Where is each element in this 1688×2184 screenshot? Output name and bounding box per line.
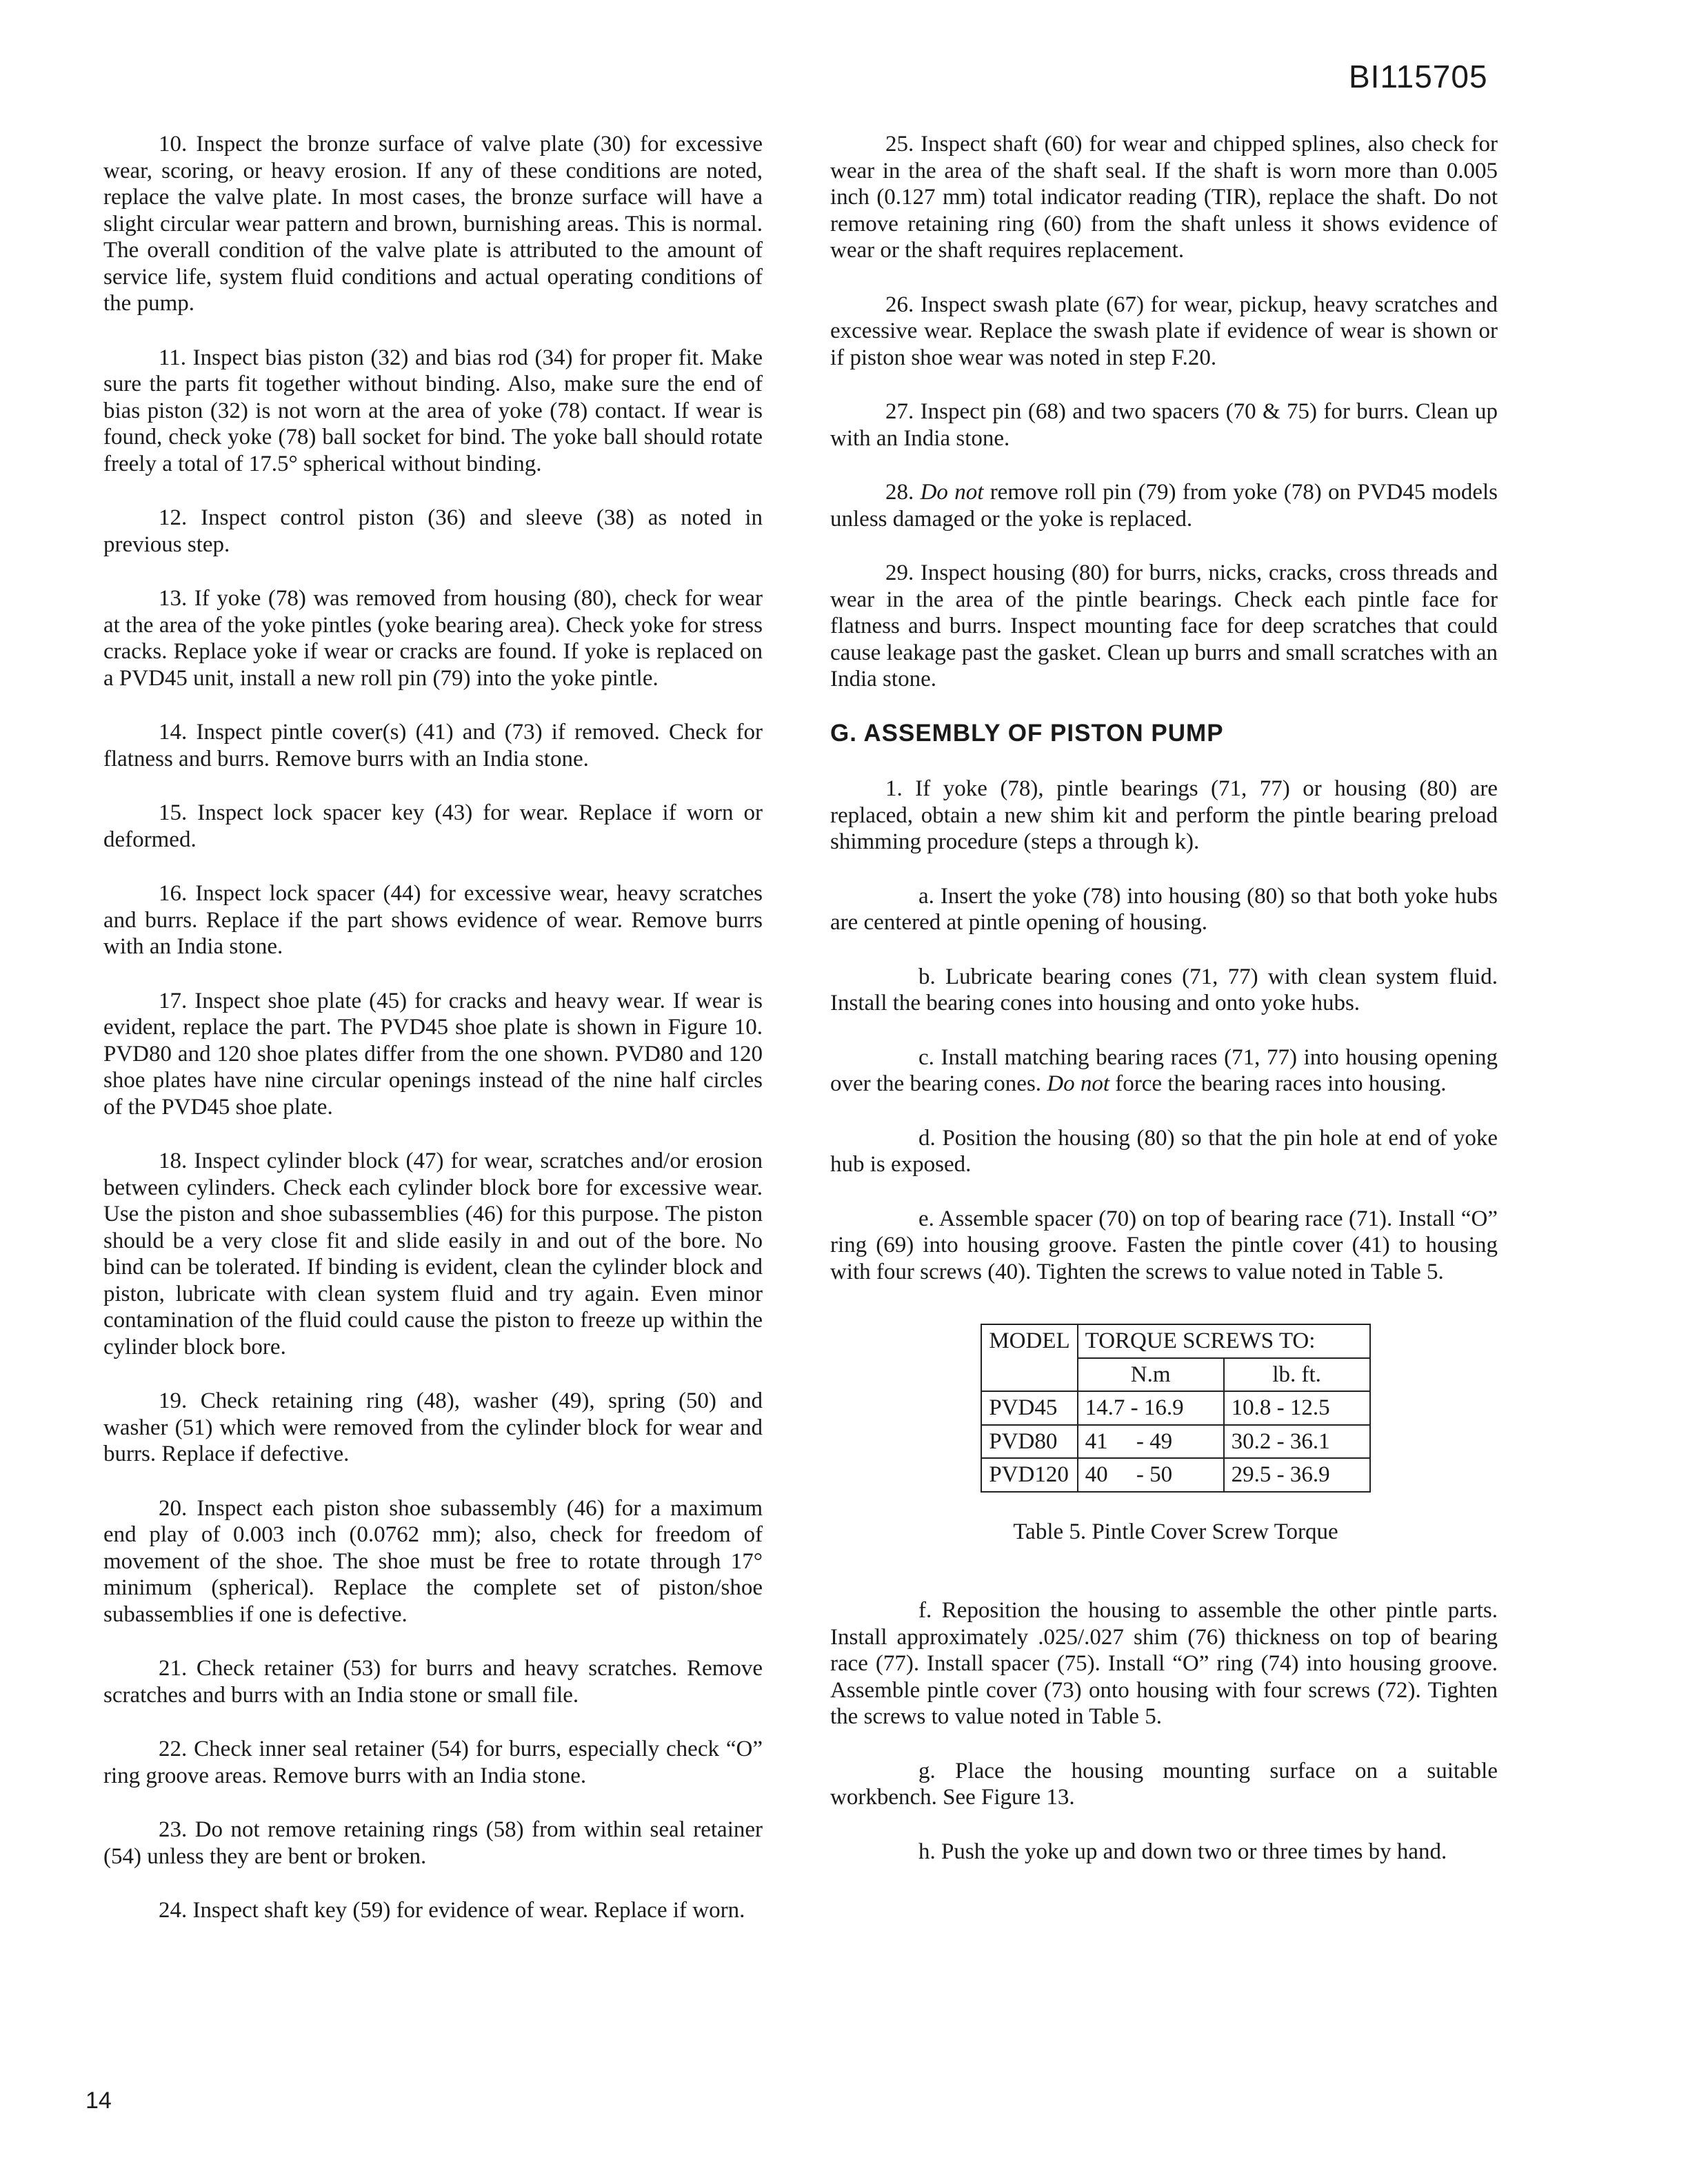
model-cell: PVD45 — [981, 1391, 1077, 1425]
lbft-cell: 29.5 - 36.9 — [1224, 1458, 1370, 1492]
table-header-row — [981, 1324, 1369, 1358]
page-number: 14 — [86, 2087, 112, 2114]
inspection-step-13: 13. If yoke (78) was removed from housing (80), check for wear at the area of the yoke pintles (yoke bearing area). Check yoke for stress cracks. Replace yoke if wear or cracks are found. If yoke is replaced on a PVD45 unit, install a new roll pin (79) into the yoke pintle. — [103, 586, 763, 691]
inspection-step-16: 16. Inspect lock spacer (44) for excessive wear, heavy scratches and burrs. Replace if the part shows evidence of wear. Remove burrs with an India stone. — [103, 881, 763, 959]
inspection-step-28: 28. Do not remove roll pin (79) from yoke (78) on PVD45 models unless damaged or the yoke is replaced. — [830, 480, 1498, 532]
torque-table-wrapper — [830, 1324, 1498, 1493]
nm-cell: 41 - 49 — [1078, 1425, 1224, 1459]
inspection-step-22: 22. Check inner seal retainer (54) for burrs, especially check “O” ring groove areas. Remove burrs with an India stone. — [103, 1737, 763, 1788]
inspection-step-12: 12. Inspect control piston (36) and sleeve (38) as noted in previous step. — [103, 505, 763, 557]
lbft-cell: 10.8 - 12.5 — [1224, 1391, 1370, 1425]
table-caption: Table 5. Pintle Cover Screw Torque — [1013, 1519, 1338, 1544]
assembly-substep-e: e. Assemble spacer (70) on top of bearing race (71). Install “O” ring (69) into housing groove. Fasten the pintle cover (41) to housing with four screws (40). Tighten the screws to value noted in Table 5. — [830, 1206, 1498, 1284]
inspection-step-25: 25. Inspect shaft (60) for wear and chipped splines, also check for wear in the area of the shaft seal. If the shaft is worn more than 0.005 inch (0.127 mm) total indicator reading (TIR), replace the shaft. Do not remove retaining ring (60) from the shaft unless it shows evidence of wear or the shaft requires replacement. — [830, 132, 1498, 263]
assembly-substep-f: f. Reposition the housing to assemble the other pintle parts. Install approximately .025/.027 shim (76) thickness on top of bearing race (77). Install spacer (75). Install “O” ring (74) into housing groove. Assemble pintle cover (73) onto housing with four screws (72). Tighten the screws to value noted in Table 5. — [830, 1598, 1498, 1729]
inspection-step-21: 21. Check retainer (53) for burrs and heavy scratches. Remove scratches and burrs with an India stone or small file. — [103, 1656, 763, 1708]
table-row — [981, 1458, 1369, 1492]
assembly-substep-c: c. Install matching bearing races (71, 77) into housing opening over the bearing cones. Do not force the bearing races into housing. — [830, 1044, 1498, 1096]
inspection-step-18: 18. Inspect cylinder block (47) for wear, scratches and/or erosion between cylinders. Check each cylinder block bore for excessive wear. Use the piston and shoe subassemblies (46) for this purpose. The piston should be a very close fit and slide easily in and out of the bore. No bind can be tolerated. If binding is evident, clean the cylinder block and piston, lubricate with clean system fluid and try again. Even minor contamination of the fluid could cause the piston to freeze up within the cylinder block bore. — [103, 1149, 763, 1359]
right-column — [830, 131, 1498, 1892]
inspection-step-26: 26. Inspect swash plate (67) for wear, pickup, heavy scratches and excessive wear. Replace the swash plate if evidence of wear is shown or if piston shoe wear was noted in step F.20. — [830, 292, 1498, 370]
table-row — [981, 1391, 1369, 1425]
inspection-step-15: 15. Inspect lock spacer key (43) for wear. Replace if worn or deformed. — [103, 800, 763, 852]
model-header: MODEL — [981, 1324, 1077, 1391]
inspection-step-29: 29. Inspect housing (80) for burrs, nicks, cracks, cross threads and wear in the area of the pintle bearings. Check each pintle face for flatness and burrs. Inspect mounting face for deep scratches that could cause leakage past the gasket. Clean up burrs and small scratches with an India stone. — [830, 560, 1498, 691]
inspection-step-11: 11. Inspect bias piston (32) and bias rod (34) for proper fit. Make sure the parts fit together without binding. Also, make sure the end of bias piston (32) is not worn at the area of yoke (78) contact. If wear is found, check yoke (78) ball socket for bind. The yoke ball should rotate freely a total of 17.5° spherical without binding. — [103, 345, 763, 476]
nm-cell: 40 - 50 — [1078, 1458, 1224, 1492]
inspection-step-27: 27. Inspect pin (68) and two spacers (70 & 75) for burrs. Clean up with an India stone. — [830, 399, 1498, 451]
inspection-step-19: 19. Check retaining ring (48), washer (49), spring (50) and washer (51) which were removed from the cylinder block for wear and burrs. Replace if defective. — [103, 1388, 763, 1466]
torque-header: TORQUE SCREWS TO: — [1078, 1324, 1370, 1358]
assembly-substep-d: d. Position the housing (80) so that the pin hole at end of yoke hub is exposed. — [830, 1125, 1498, 1177]
assembly-substep-a: a. Insert the yoke (78) into housing (80) so that both yoke hubs are centered at pintle opening of housing. — [830, 883, 1498, 935]
inspection-step-20: 20. Inspect each piston shoe subassembly (46) for a maximum end play of 0.003 inch (0.0762 mm); also, check for freedom of movement of the shoe. The shoe must be free to rotate through 17° minimum (spherical). Replace the complete set of piston/shoe subassemblies if one is defective. — [103, 1495, 763, 1627]
inspection-step-10: 10. Inspect the bronze surface of valve plate (30) for excessive wear, scoring, or heavy erosion. If any of these conditions are noted, replace the valve plate. In most cases, the bronze surface will have a slight circular wear pattern and brown, burnishing areas. This is normal. The overall condition of the valve plate is attributed to the amount of service life, system fluid conditions and actual operating conditions of the pump. — [103, 132, 763, 316]
torque-table — [981, 1324, 1370, 1493]
document-id: BI115705 — [1349, 59, 1488, 94]
unit-nm-header: N.m — [1078, 1358, 1224, 1392]
model-cell: PVD120 — [981, 1458, 1077, 1492]
left-column — [103, 131, 763, 1952]
assembly-substep-b: b. Lubricate bearing cones (71, 77) with clean system fluid. Install the bearing cones into housing and onto yoke hubs. — [830, 964, 1498, 1015]
model-cell: PVD80 — [981, 1425, 1077, 1459]
section-heading-assembly: G. ASSEMBLY OF PISTON PUMP — [830, 719, 1224, 747]
inspection-step-23: 23. Do not remove retaining rings (58) from within seal retainer (54) unless they are bent or broken. — [103, 1817, 763, 1869]
table-row — [981, 1425, 1369, 1459]
assembly-substep-g: g. Place the housing mounting surface on a suitable workbench. See Figure 13. — [830, 1758, 1498, 1810]
unit-lbft-header: lb. ft. — [1224, 1358, 1370, 1392]
lbft-cell: 30.2 - 36.1 — [1224, 1425, 1370, 1459]
inspection-step-14: 14. Inspect pintle cover(s) (41) and (73) if removed. Check for flatness and burrs. Remove burrs with an India stone. — [103, 720, 763, 771]
inspection-step-17: 17. Inspect shoe plate (45) for cracks and heavy wear. If wear is evident, replace the part. The PVD45 shoe plate is shown in Figure 10. PVD80 and 120 shoe plates differ from the one shown. PVD80 and 120 shoe plates have nine circular openings instead of the nine half circles of the PVD45 shoe plate. — [103, 988, 763, 1120]
inspection-step-24: 24. Inspect shaft key (59) for evidence of wear. Replace if worn. — [159, 1898, 745, 1923]
assembly-step-1: 1. If yoke (78), pintle bearings (71, 77) or housing (80) are replaced, obtain a new shim kit and perform the pintle bearing preload shimming procedure (steps a through k). — [830, 776, 1498, 854]
assembly-substep-h: h. Push the yoke up and down two or three times by hand. — [918, 1839, 1447, 1864]
nm-cell: 14.7 - 16.9 — [1078, 1391, 1224, 1425]
